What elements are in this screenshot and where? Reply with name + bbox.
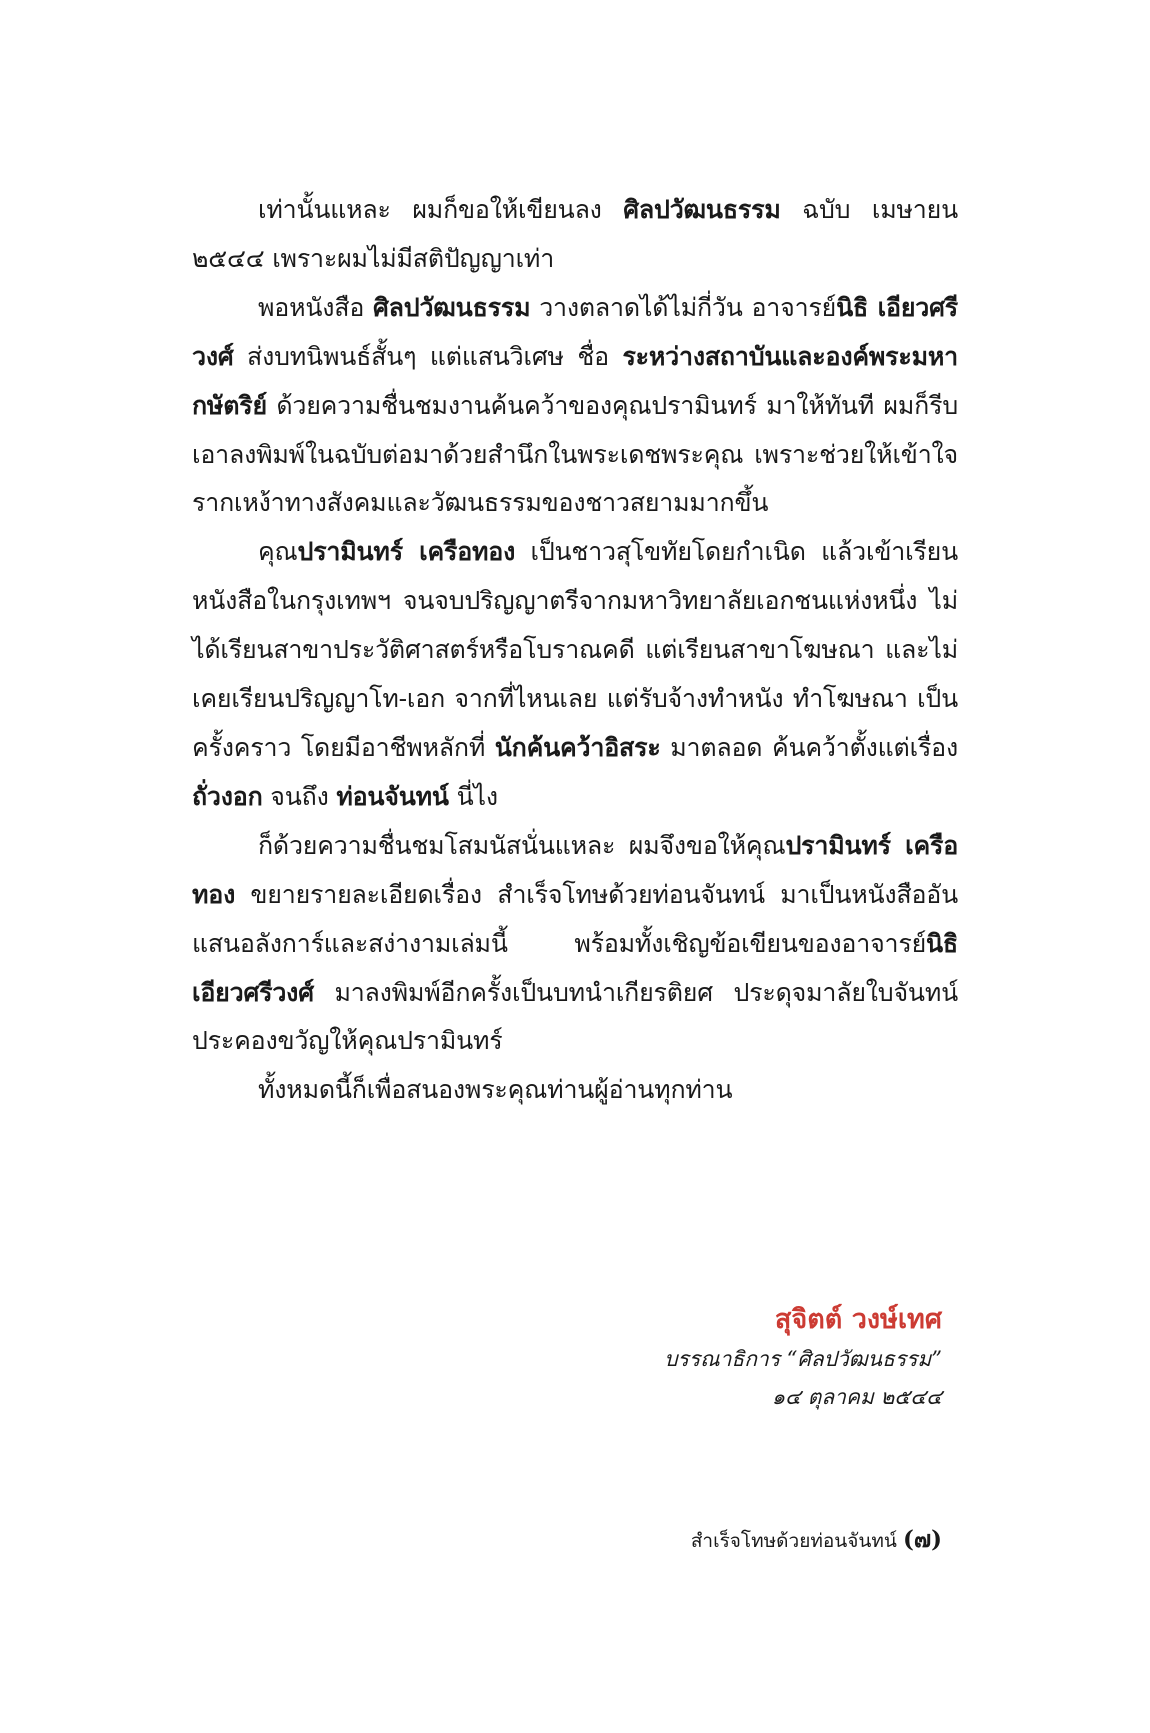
bold-text-run: นิธิ เอียวศรีวงศ์ (192, 928, 958, 1007)
text-run: ทั้งหมดนี้ก็เพื่อสนองพระคุณท่านผู้อ่านทุกท่าน (258, 1075, 733, 1105)
text-run: ก็ด้วยความชื่นชมโสมนัสนั่นแหละ ผมจึงขอให้คุณ (258, 830, 786, 860)
page-number: (๗) (902, 1526, 942, 1553)
bold-text-run: ระหว่างสถาบันและองค์พระมหากษัตริย์ (192, 341, 958, 420)
text-run: เป็นชาวสุโขทัยโดยกำเนิด แล้วเข้าเรียนหนังสือในกรุงเทพฯ จนจบปริญญาตรีจากมหาวิทยาลัยเอกชนแห่งหนึ่ง ไม่ได้เรียนสาขาประวัติศาสตร์หรือโบราณคดี แต่เรียนสาขาโฆษณา และไม่เคยเรียนปริญญาโท-เอก จากที่ไหนเลย แต่รับจ้างทำหนัง ทำโฆษณา เป็นครั้งคราว โดยมีอาชีพหลักที่ (192, 537, 958, 762)
bold-text-run: ถั่วงอก (192, 781, 263, 811)
bold-text-run: นิธิ เอียวศรีวงศ์ (192, 292, 958, 371)
text-run: ฉบับ เมษายน ๒๕๔๔ เพราะผมไม่มีสติปัญญาเท่า (192, 195, 958, 273)
text-run: พอหนังสือ (258, 292, 373, 322)
body-text (192, 186, 958, 1115)
running-title: สำเร็จโทษด้วยท่อนจันทน์ (690, 1530, 897, 1552)
text-run: ขยายรายละเอียดเรื่อง สำเร็จโทษด้วยท่อนจันทน์ มาเป็นหนังสืออันแสนอลังการ์และสง่างามเล่มนี้ พร้อมทั้งเชิญข้อเขียนของอาจารย์ (192, 879, 958, 958)
bold-text-run: ศิลปวัฒนธรรม (373, 292, 531, 322)
signer-name: สุจิตต์ วงษ์เทศ (774, 1304, 942, 1335)
text-run: มาลงพิมพ์อีกครั้งเป็นบทนำเกียรติยศ ประดุจมาลัยใบจันทน์ ประคองขวัญให้คุณปรามินทร์ (192, 977, 958, 1056)
paragraph (192, 1066, 958, 1115)
paragraph (192, 284, 958, 529)
text-run: คุณ (258, 537, 298, 567)
bold-text-run: ศิลปวัฒนธรรม (623, 195, 781, 224)
paragraph (192, 528, 958, 821)
page-footer (691, 1524, 942, 1557)
bold-text-run: นักค้นคว้าอิสระ (494, 732, 661, 762)
text-run: เท่านั้นแหละ ผมก็ขอให้เขียนลง (258, 195, 624, 224)
text-run: ส่งบทนิพนธ์สั้นๆ แต่แสนวิเศษ ชื่อ (233, 341, 623, 371)
signature-block (560, 1300, 942, 1416)
bold-text-run: ปรามินทร์ เครือทอง (297, 537, 516, 567)
signer-role: บรรณาธิการ “ศิลปวัฒนธรรม” (664, 1347, 942, 1371)
bold-text-run: ปรามินทร์ เครือทอง (192, 830, 959, 909)
text-run: ด้วยความชื่นชมงานค้นคว้าของคุณปรามินทร์ มาให้ทันที ผมก็รีบเอาลงพิมพ์ในฉบับต่อมาด้วยสำนึกในพระเดชพระคุณ เพราะช่วยให้เข้าใจรากเหง้าทางสังคมและวัฒนธรรมของชาวสยามมากขึ้น (192, 390, 958, 518)
text-run: มาตลอด ค้นคว้าตั้งแต่เรื่อง (660, 732, 958, 762)
text-run: นี่ไง (448, 781, 498, 811)
paragraph (192, 822, 958, 1067)
text-run: จนถึง (262, 781, 337, 811)
signature-date: ๑๔ ตุลาคม ๒๕๔๔ (771, 1385, 942, 1409)
paragraph (192, 186, 958, 284)
bold-text-run: ท่อนจันทน์ (336, 781, 449, 811)
text-run: วางตลาดได้ไม่กี่วัน อาจารย์ (530, 292, 837, 322)
